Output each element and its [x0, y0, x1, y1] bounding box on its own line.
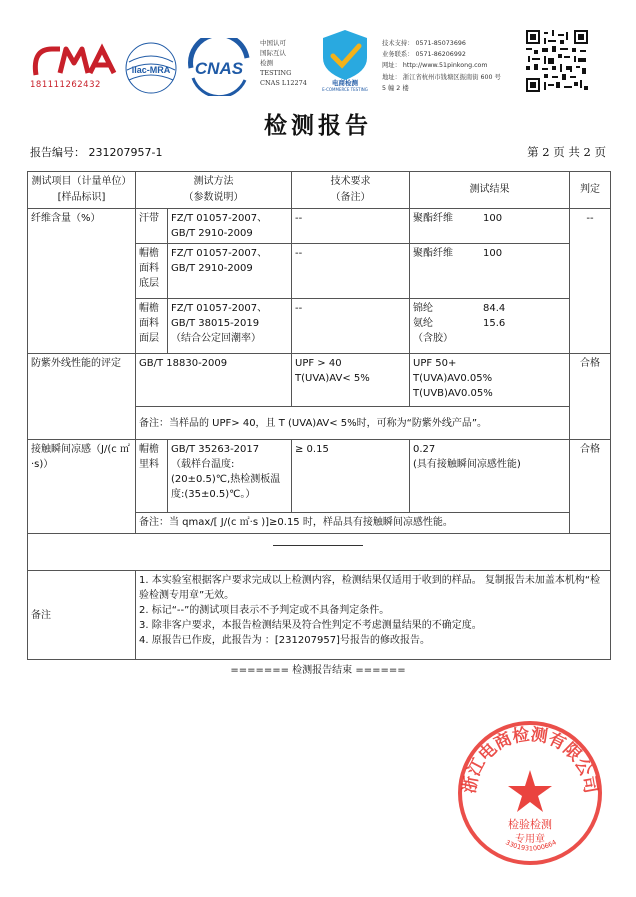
remarks-row: [28, 571, 611, 660]
cnas-line: CNAS L12274: [260, 79, 307, 87]
result-key: 聚酯纤维: [413, 248, 453, 259]
header-requirement-sub: （备注）: [330, 192, 371, 203]
uv-req-tuva: T(UVA)AV< 5%: [295, 373, 370, 384]
contact-info: [382, 38, 501, 94]
cool-note: 备注：当 qmax/[ J/(c ㎡·s )]≥0.15 时，样品具有接触瞬间凉感性能。: [136, 513, 570, 534]
requirement-cell: --: [292, 209, 410, 244]
business-phone: 业务联系： 0571-86206992: [382, 51, 466, 59]
uv-result-tuvb: T(UVB)AV0.05%: [413, 388, 493, 399]
uv-note: 备注：当样品的 UPF> 40，且 T (UVA)AV< 5%时，可称为“防紫外线产品”。: [136, 407, 570, 440]
uv-item: 防紫外线性能的评定: [28, 354, 136, 440]
test-results-table: [27, 171, 611, 660]
report-end-marker: ======= 检测报告结束 ======: [230, 665, 406, 676]
separator-line: [273, 545, 363, 546]
result-pair: [413, 211, 566, 226]
part-label: 汗带: [136, 209, 168, 244]
result-pair: [413, 316, 566, 331]
seal-org-text: 浙江电商检测有限公司: [459, 724, 601, 795]
result-note: （含胶）: [413, 333, 453, 344]
cnas-line: 检测: [260, 59, 273, 67]
result-key: 聚酯纤维: [413, 213, 453, 224]
seal-center-text: 检验检测: [508, 818, 552, 831]
result-key: 氨纶: [413, 318, 433, 329]
cool-result: 0.27: [413, 444, 436, 455]
table-row: [28, 440, 611, 513]
header-method: 测试方法: [193, 176, 234, 187]
uv-req-upf: UPF > 40: [295, 358, 342, 369]
header-requirement: 技术要求: [330, 176, 371, 187]
table-row: [28, 209, 611, 244]
report-number: 报告编号： 231207957-1: [30, 146, 163, 159]
page-indicator: 第 2 页 共 2 页: [527, 145, 606, 159]
result-value: 84.4: [483, 303, 506, 314]
cool-result-note: (具有接触瞬间凉感性能): [413, 459, 521, 470]
report-title: 检测报告: [264, 112, 372, 139]
header-item: 测试项目（计量单位）: [31, 176, 132, 187]
cnas-text: CNAS: [194, 59, 244, 78]
remarks-list: [139, 573, 607, 648]
requirement-cell: --: [292, 244, 410, 299]
requirement-cell: --: [292, 299, 410, 354]
method-cell: FZ/T 01057-2007、GB/T 38015-2019: [171, 303, 268, 329]
result-pair: [413, 246, 566, 261]
cnas-line: 国际互认: [260, 49, 286, 57]
remark-item: 3. 除非客户要求，本报告检测结果及符合性判定不考虑测量结果的不确定度。: [139, 620, 482, 631]
qr-code: [526, 30, 588, 92]
cool-verdict: 合格: [570, 440, 611, 534]
uv-method: GB/T 18830-2009: [136, 354, 292, 407]
uv-result-upf: UPF 50+: [413, 358, 457, 369]
seal-sub-text: 专用章: [515, 834, 545, 845]
cool-method: GB/T 35263-2017: [171, 444, 260, 455]
ilac-mra-logo: [123, 40, 179, 96]
result-pair: [413, 301, 566, 316]
support-phone: 技术支持： 0571-85073696: [382, 40, 466, 47]
ecommerce-testing-shield-logo: [315, 28, 375, 92]
address: 地址： 浙江省杭州市钱塘区振南街 600 号: [382, 73, 501, 81]
header-item-sub: [样品标识]: [57, 192, 106, 203]
ilac-text: ilac-MRA: [131, 65, 171, 75]
remark-item: 4. 原报告已作废，此报告为 ：[231207957]号报告的修改报告。: [139, 635, 430, 646]
part-label: 帽檐面料底层: [136, 244, 168, 299]
uv-verdict: 合格: [570, 354, 611, 440]
shield-en-text: E-COMMERCE TESTING: [322, 87, 368, 92]
cool-item: 接触瞬间凉感（J/(c ㎡·s)）: [28, 440, 136, 534]
header-result: 测试结果: [410, 172, 570, 209]
address-line2: 5 幢 2 楼: [382, 84, 409, 92]
result-value: 100: [483, 213, 503, 224]
fiber-item: 纤维含量（%）: [28, 209, 136, 354]
cma-number: 181111262432: [30, 80, 101, 90]
header-method-sub: （参数说明）: [183, 192, 244, 203]
header-verdict: 判定: [570, 172, 611, 209]
uv-result-tuva: T(UVA)AV0.05%: [413, 373, 493, 384]
seal-code-text: 3301931000664: [504, 838, 558, 853]
remark-item: 2. 标记“--”的测试项目表示不予判定或不具备判定条件。: [139, 605, 390, 616]
blank-row: [28, 534, 611, 571]
part-label: 帽檐里料: [136, 440, 168, 513]
shield-cn-text: 电商检测: [332, 79, 358, 87]
website: 网址： http://www.51pinkong.com: [382, 62, 488, 70]
result-value: 15.6: [483, 318, 506, 329]
result-key: 锦纶: [413, 303, 433, 314]
cool-method-note: （载样台温度:(20±0.5)℃,热检测板温度:(35±0.5)℃。）: [171, 459, 281, 500]
cnas-line: TESTING: [260, 69, 292, 77]
method-cell: FZ/T 01057-2007、GB/T 2910-2009: [168, 209, 292, 244]
method-note: （结合公定回潮率）: [171, 333, 261, 344]
method-cell: FZ/T 01057-2007、GB/T 2910-2009: [168, 244, 292, 299]
cnas-line: 中国认可: [260, 39, 286, 47]
cool-requirement: ≥ 0.15: [292, 440, 410, 513]
part-label: 帽檐面料面层: [136, 299, 168, 354]
cnas-accreditation-text: [260, 38, 307, 88]
cnas-logo: [183, 38, 255, 96]
table-row: [28, 354, 611, 407]
table-header-row: [28, 172, 611, 209]
remarks-label: 备注: [28, 571, 136, 660]
result-value: 100: [483, 248, 503, 259]
company-seal: [455, 718, 605, 868]
remark-item: 1. 本实验室根据客户要求完成以上检测内容，检测结果仅适用于收到的样品。 复制报告未加盖本机构“检验检测专用章”无效。: [139, 575, 601, 601]
fiber-verdict: --: [570, 209, 611, 354]
